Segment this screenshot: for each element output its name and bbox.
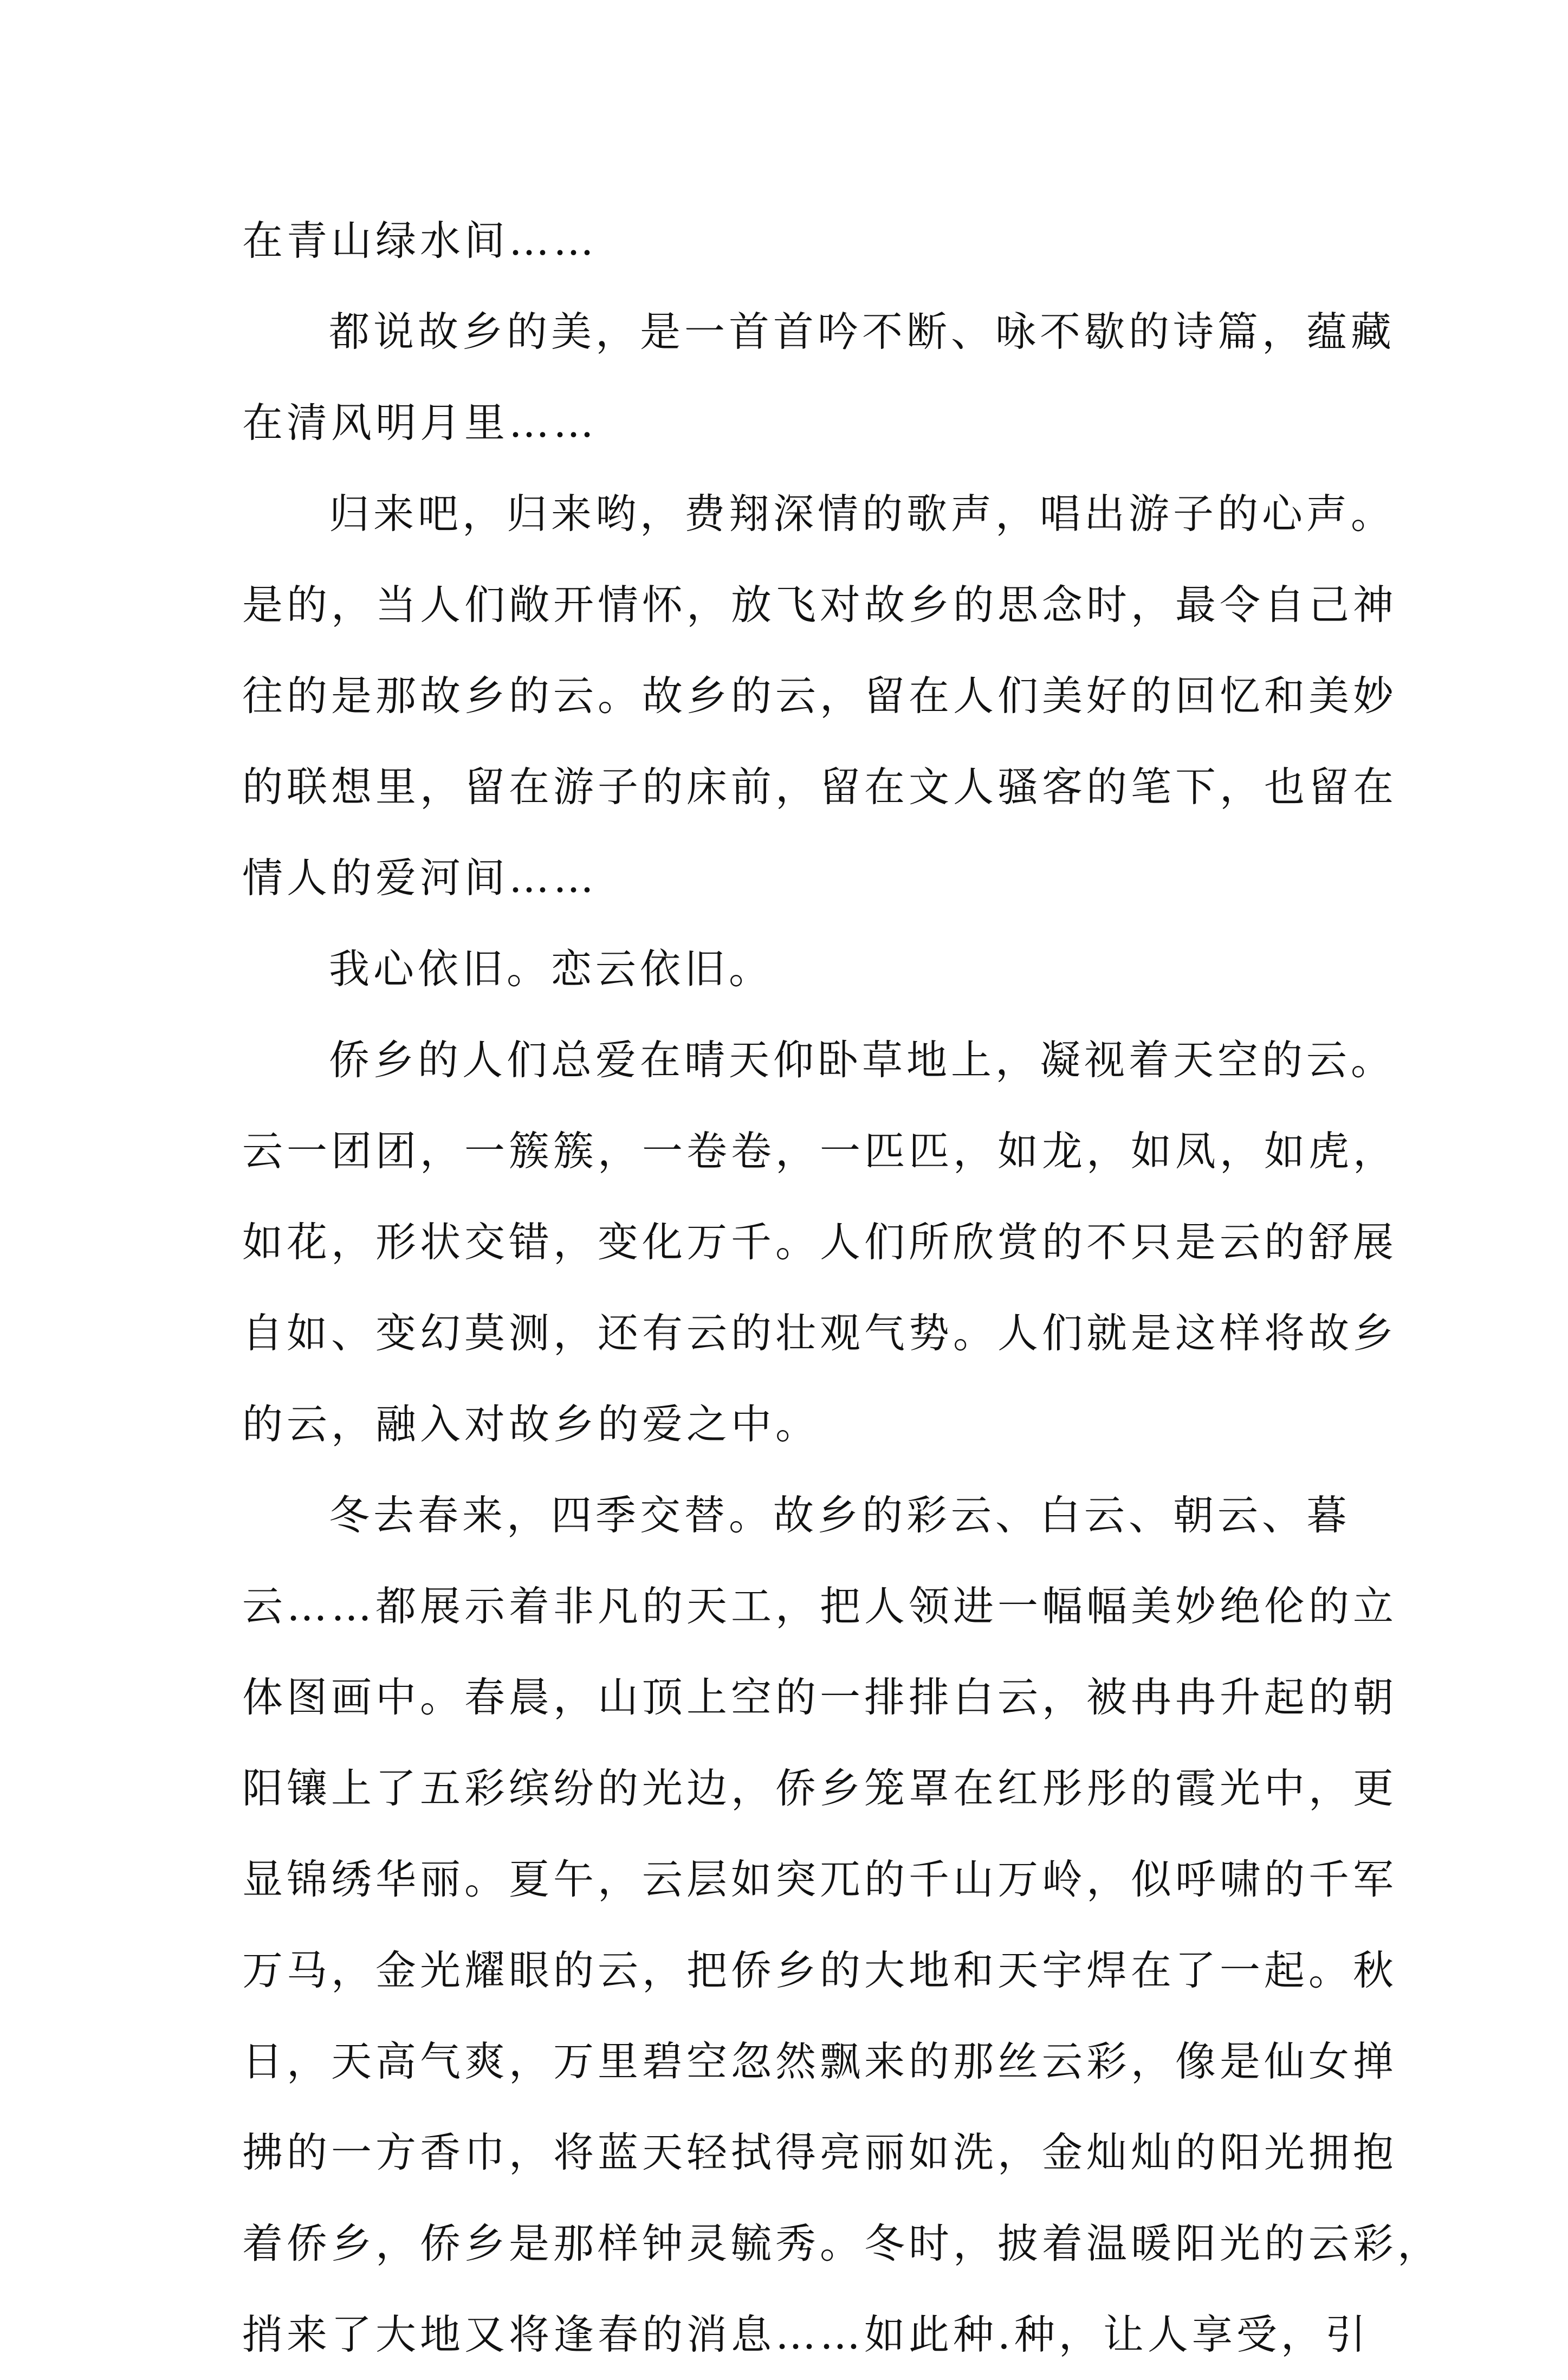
text-line: 云……都展示着非凡的天工，把人领进一幅幅美妙绝伦的立 [242, 1582, 1398, 1630]
text-line: 云一团团，一簇簇，一卷卷，一匹匹，如龙，如凤，如虎， [242, 1127, 1398, 1175]
text-line: 的云，融入对故乡的爱之中。 [242, 1400, 820, 1448]
text-line: 是的，当人们敞开情怀，放飞对故乡的思念时，最令自己神 [242, 581, 1398, 629]
text-line: 的联想里，留在游子的床前，留在文人骚客的笔下，也留在 [242, 763, 1398, 811]
text-line: 拂的一方香巾，将蓝天轻拭得亮丽如洗，金灿灿的阳光拥抱 [242, 2129, 1398, 2176]
paragraph-start-line: 冬去春来，四季交替。故乡的彩云、白云、朝云、暮 [329, 1491, 1351, 1539]
text-line: 万马，金光耀眼的云，把侨乡的大地和天宇焊在了一起。秋 [242, 1946, 1398, 1994]
paragraph-start-line: 都说故乡的美，是一首首吟不断、咏不歇的诗篇，蕴藏 [329, 308, 1396, 355]
paragraph-start-line: 我心依旧。恋云依旧。 [329, 945, 774, 993]
paragraph-start-line: 归来吧，归来哟，费翔深情的歌声，唱出游子的心声。 [329, 490, 1396, 538]
text-line: 情人的爱河间…… [242, 854, 598, 902]
text-line: 显锦绣华丽。夏午，云层如突兀的千山万岭，似呼啸的千军 [242, 1855, 1398, 1903]
text-line: 在青山绿水间…… [242, 217, 598, 264]
paragraph-start-line: 侨乡的人们总爱在晴天仰卧草地上，凝视着天空的云。 [329, 1036, 1396, 1084]
text-line: 着侨乡，侨乡是那样钟灵毓秀。冬时，披着温暖阳光的云彩， [242, 2220, 1442, 2267]
text-line: 自如、变幻莫测，还有云的壮观气势。人们就是这样将故乡 [242, 1309, 1398, 1357]
text-line: 体图画中。春晨，山顶上空的一排排白云，被冉冉升起的朝 [242, 1673, 1398, 1721]
text-line: 捎来了大地又将逢春的消息……如此种.种，让人享受，引 [242, 2311, 1370, 2358]
text-line: 在清风明月里…… [242, 399, 598, 447]
text-line: 往的是那故乡的云。故乡的云，留在人们美好的回忆和美妙 [242, 672, 1398, 720]
text-line: 如花，形状交错，变化万千。人们所欣赏的不只是云的舒展 [242, 1218, 1398, 1266]
body-text [242, 195, 1442, 2380]
text-line: 日，天高气爽，万里碧空忽然飘来的那丝云彩，像是仙女掸 [242, 2038, 1398, 2085]
text-line: 阳镶上了五彩缤纷的光边，侨乡笼罩在红彤彤的霞光中，更 [242, 1764, 1398, 1812]
